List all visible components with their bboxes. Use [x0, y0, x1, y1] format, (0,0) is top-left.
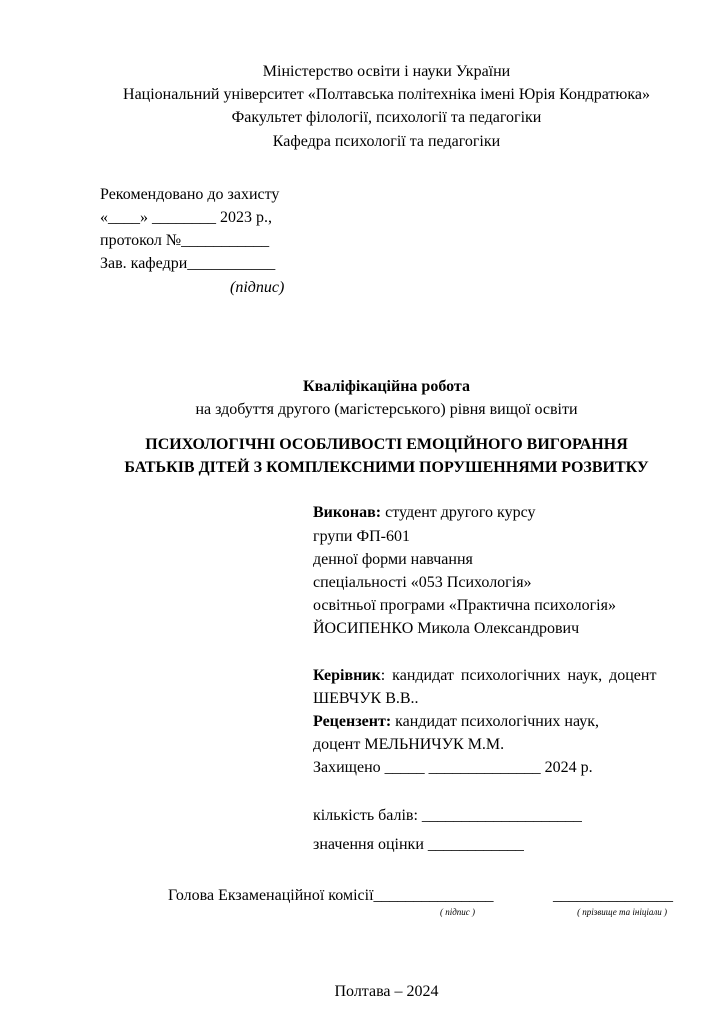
signature-caption: (підпис) [230, 278, 285, 296]
approval-line-recommended: Рекомендовано до захисту [100, 185, 280, 203]
performer-label-rest: студент другого курсу [381, 504, 536, 522]
degree-line: на здобуття другого (магістерського) рівня вищої освіти [195, 400, 578, 418]
thesis-title-line-2: БАТЬКІВ ДІТЕЙ З КОМПЛЕКСНИМИ ПОРУШЕННЯМИ РОЗВИТКУ [124, 459, 649, 477]
university-line: Національний університет «Полтавська політехніка імені Юрія Кондратюка» [123, 86, 650, 104]
reviewer-name: доцент МЕЛЬНИЧУК М.М. [313, 736, 505, 754]
defended-line: Захищено _____ ______________ 2024 р. [313, 759, 593, 777]
approval-block [100, 183, 673, 299]
reviewer-rest: кандидат психологічних наук, [391, 712, 600, 730]
university-header [100, 60, 673, 153]
performer-name: ЙОСИПЕНКО Микола Олександрович [313, 620, 580, 638]
performer-block [313, 501, 673, 640]
city-year-footer [100, 980, 673, 1003]
ministry-line: Міністерство освіти і науки України [262, 63, 511, 80]
supervision-block [313, 664, 673, 780]
points-line: кількість балів: ____________________ [313, 806, 582, 824]
approval-line-protocol: протокол №___________ [100, 232, 270, 250]
commission-head-line: Голова Екзаменаційної комісії_______________ [168, 886, 494, 904]
caption-name-initials: ( прізвище та ініціали ) [577, 907, 667, 918]
commission-block [168, 884, 673, 918]
city-year-text: Полтава – 2024 [334, 982, 439, 1000]
supervisor-label: Керівник [313, 666, 381, 684]
performer-program: освітньої програми «Практична психологія» [313, 597, 616, 615]
thesis-title-line-1: ПСИХОЛОГІЧНІ ОСОБЛИВОСТІ ЕМОЦІЙНОГО ВИГОРАННЯ [145, 436, 628, 454]
grading-block [313, 804, 673, 856]
department-line: Кафедра психології та педагогіки [272, 132, 501, 150]
work-type-label: Кваліфікаційна робота [303, 377, 470, 395]
performer-form: денної форми навчання [313, 550, 473, 568]
supervisor-name: ШЕВЧУК В.В.. [313, 689, 419, 707]
performer-line-1 [313, 501, 673, 524]
approval-line-head: Зав. кафедри___________ [100, 255, 276, 273]
reviewer-label: Рецензент: [313, 712, 392, 730]
work-type-block [100, 375, 673, 421]
thesis-title [100, 433, 673, 479]
performer-group: групи ФП-601 [313, 527, 410, 545]
performer-specialty: спеціальності «053 Психологія» [313, 574, 532, 591]
commission-second-blank: _______________ [553, 886, 673, 904]
reviewer-line-1 [313, 710, 673, 733]
approval-line-date: «____» ________ 2023 р., [100, 208, 272, 226]
caption-signature: ( підпис ) [440, 907, 476, 918]
commission-captions [168, 907, 673, 918]
faculty-line: Факультет філології, психології та педагогіки [231, 109, 542, 127]
commission-line [168, 884, 673, 907]
supervisor-rest: : кандидат психологічних наук, доцент [380, 666, 657, 684]
performer-label: Виконав: [313, 504, 382, 522]
grade-value-line: значення оцінки ____________ [313, 835, 524, 853]
supervisor-line-1 [313, 664, 673, 687]
